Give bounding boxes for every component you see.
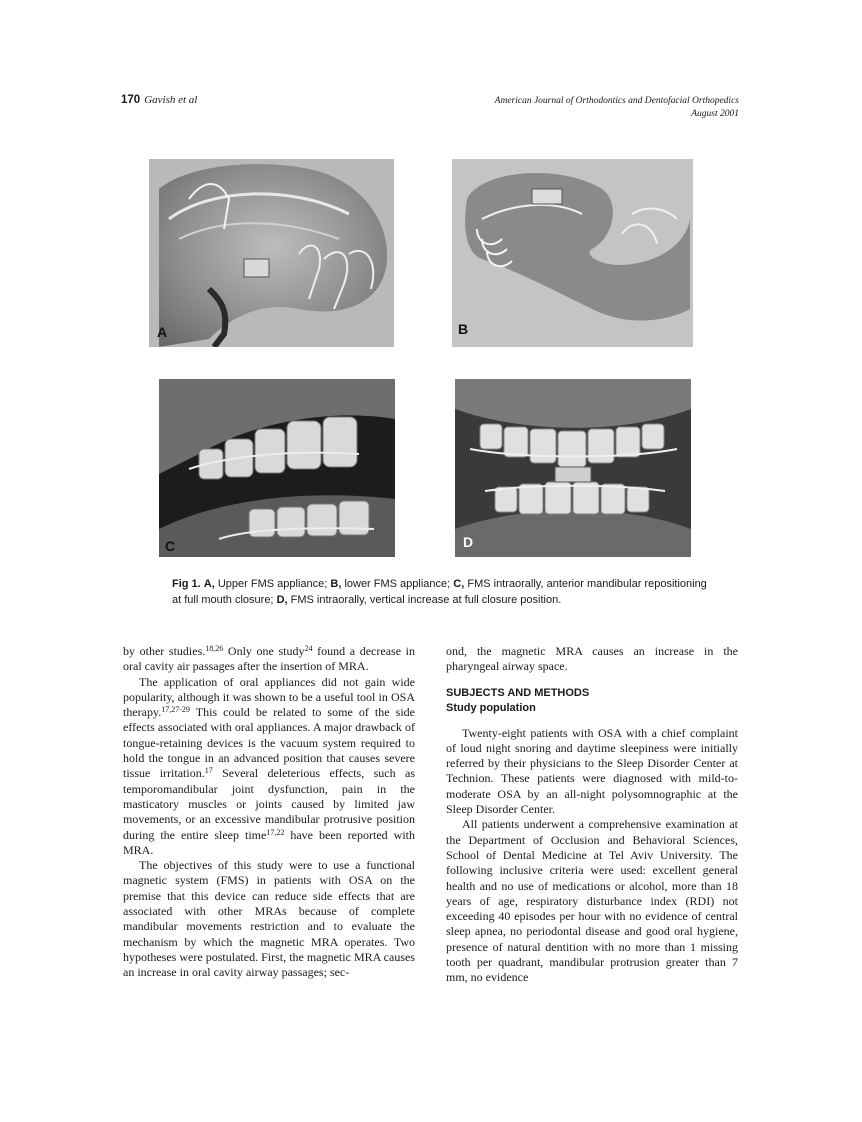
caption-c-label: C, xyxy=(453,578,465,590)
text-run: This could be related to some of the side effects associated with oral appliances. A major drawback of tongue-retaining devices is the vacuum system required to hold the tongue in an advanced position that causes severe tissue irritation. xyxy=(123,705,415,781)
page-number: 170 xyxy=(121,94,141,106)
text-run: Several deleterious effects, such as temporomandibular joint dysfunction, pain in the masticatory muscles or joints caused by limited jaw movements, or an excessive mandibular protrusive position during the entire sleep time xyxy=(123,766,415,842)
upper-appliance-photo xyxy=(149,159,394,347)
text-run: Only one study xyxy=(223,644,305,658)
panel-label-c: C xyxy=(165,538,176,554)
panel-label-b: B xyxy=(458,321,469,337)
text-run: found a decrease in oral cavity air passages after the insertion of MRA. xyxy=(123,644,415,674)
text-run: by other studies. xyxy=(123,644,206,658)
citation-ref: 18,26 xyxy=(205,644,224,653)
left-text-column xyxy=(123,644,415,981)
figure-panel-c xyxy=(159,379,395,557)
right-paragraph-2: Twenty-eight patients with OSA with a chief complaint of loud night snoring and daytime sleepiness were initially referred by their physicians to the Sleep Disorder Center at Technion. These patients were diagnosed with mild-to-moderate OSA by an all-night polysomnographic at the Sleep Disorder Center. xyxy=(446,725,738,817)
issue-date: August 2001 xyxy=(691,109,739,119)
citation-ref: 17 xyxy=(204,766,213,776)
caption-b-label: B, xyxy=(330,578,342,590)
panel-label-a: A xyxy=(157,324,168,340)
section-heading: SUBJECTS AND METHODS xyxy=(446,686,590,699)
citation-ref: 24 xyxy=(304,644,313,653)
caption-c-text: FMS intraorally, anterior mandibular repositioning at full mouth closure; xyxy=(172,578,707,606)
caption-fig-label: Fig 1. xyxy=(172,578,201,590)
text-run: The application of oral appliances did not gain wide popularity, although it was shown to be a useful tool in OSA therapy. xyxy=(123,674,415,720)
right-paragraph-3: All patients underwent a comprehensive examination at the Department of Occlusion and Behavioral Sciences, School of Dental Medicine at Tel Aviv University. The following inclusive criteria were used: excellent general health and no use of medications or alcohol, more than 18 years of age, respiratory disturbance index (RDI) not exceeding 40 episodes per hour with no evidence of central sleep apnea, no periodontal disease and good oral hygiene, presence of natural dentition with no more than 1 missing tooth per quadrant, mandibular protrusion greater than 7 mm, no evidence xyxy=(446,817,738,985)
left-paragraph-1 xyxy=(123,644,415,675)
caption-a-label: A, xyxy=(203,578,215,590)
panel-label-d: D xyxy=(463,534,474,550)
running-header-right xyxy=(495,95,739,121)
journal-name: American Journal of Orthodontics and Dentofacial Orthopedics xyxy=(494,96,739,106)
left-paragraph-2 xyxy=(123,675,415,859)
text-run: have been reported with MRA. xyxy=(123,827,415,857)
figure-panel-a xyxy=(149,159,394,347)
subsection-heading: Study population xyxy=(446,701,536,714)
caption-d-label: D, xyxy=(276,594,288,606)
running-header-left xyxy=(121,94,197,106)
right-text-column xyxy=(446,644,738,986)
caption-d-text: FMS intraorally, vertical increase at full closure position. xyxy=(290,594,562,606)
intraoral-frontal-photo xyxy=(455,379,691,557)
intraoral-anterior-photo xyxy=(159,379,395,557)
left-paragraph-3: The objectives of this study were to use a functional magnetic system (FMS) in patients with OSA on the premise that this device can reduce side effects that are associated with other MRAs because of complete mandibular movements restriction and to evaluate the mechanism by which the magnetic MRA operates. Two hypotheses were postulated. First, the magnetic MRA causes an increase in oral cavity airway passages; sec- xyxy=(123,858,415,980)
caption-a-text: Upper FMS appliance; xyxy=(217,578,328,590)
author-line: Gavish et al xyxy=(144,94,198,106)
lower-appliance-photo xyxy=(452,159,693,347)
citation-ref: 17,27-29 xyxy=(161,705,190,715)
citation-ref: 17,22 xyxy=(266,827,285,837)
figure-panel-b xyxy=(452,159,693,347)
right-paragraph-1: ond, the magnetic MRA causes an increase in the pharyngeal airway space. xyxy=(446,644,738,674)
figure-panel-d xyxy=(455,379,691,557)
caption-b-text: lower FMS appliance; xyxy=(344,578,451,590)
figure-caption xyxy=(172,576,712,608)
